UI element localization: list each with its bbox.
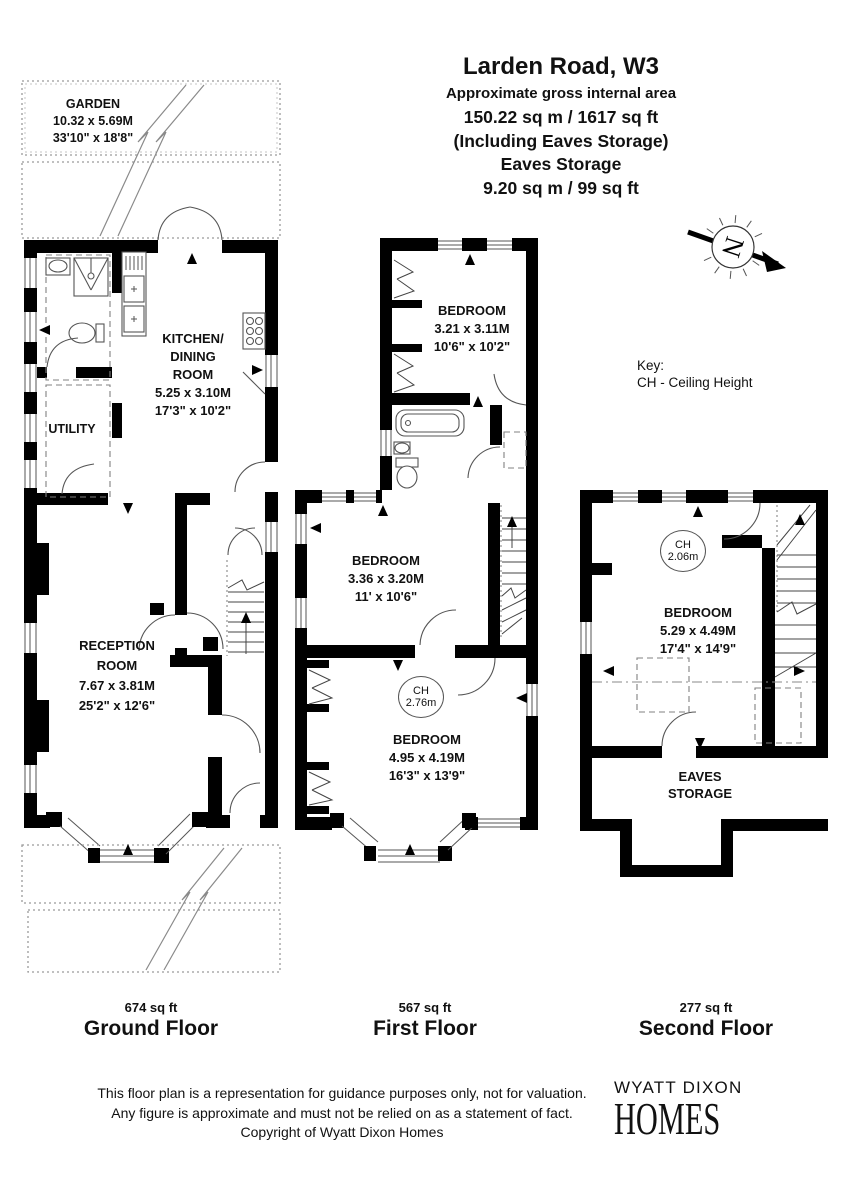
area-note: (Including Eaves Storage) — [453, 130, 669, 151]
area-total: 150.22 sq m / 1617 sq ft — [463, 107, 659, 127]
door-arc — [228, 528, 255, 555]
direction-arrow — [39, 325, 50, 335]
page-title: Larden Road, W3 — [462, 53, 660, 80]
skylight-dashed — [592, 658, 816, 743]
bay-window-ground — [46, 812, 208, 864]
bathroom-first — [392, 393, 502, 488]
room-label-bedroom4: BEDROOM 5.29 x 4.49M 17'4" x 14'9" — [659, 605, 737, 656]
staircase-second — [775, 505, 816, 677]
direction-arrow — [393, 660, 403, 671]
direction-arrow — [378, 505, 388, 516]
toilet-icon — [96, 324, 104, 342]
direction-arrow — [603, 666, 614, 676]
room-label-bedroom2: BEDROOM 3.36 x 3.20M 11' x 10'6" — [348, 553, 424, 604]
door-arc — [494, 374, 526, 405]
room-label-garden: GARDEN 10.32 x 5.69M 33'10" x 18'8" — [52, 97, 134, 145]
door-arc — [724, 503, 760, 539]
north-arrow-icon — [688, 215, 786, 279]
eaves-area: 9.20 sq m / 99 sq ft — [483, 177, 639, 198]
direction-arrow — [465, 254, 475, 265]
direction-arrow — [252, 365, 263, 375]
room-label-reception: RECEPTION ROOM 7.67 x 3.81M 25'2" x 12'6" — [78, 638, 156, 713]
disclaimer: This floor plan is a representation for guidance purposes only, not for valuation. Any figure is approximate and must not be relied on as a statement of fact. Copyright of Wyatt Dixon Homes — [97, 1085, 587, 1140]
door-arc — [230, 783, 260, 813]
door-arc — [235, 528, 262, 555]
room-label-utility: UTILITY — [48, 422, 96, 436]
staircase-first — [501, 505, 526, 640]
wardrobe — [392, 260, 422, 392]
door-arc — [190, 207, 222, 240]
door-arc — [468, 447, 500, 478]
door-arc — [222, 715, 260, 753]
door-arc — [47, 338, 78, 367]
chimney-breast — [37, 700, 49, 752]
agency-logo — [614, 1078, 754, 1144]
north-label: N — [715, 233, 751, 261]
title-block — [446, 52, 676, 200]
break-line — [164, 848, 242, 970]
direction-arrow — [516, 693, 527, 703]
ground-floor-plan — [22, 81, 280, 972]
room-label-eaves: EAVES STORAGE — [667, 769, 733, 801]
key-legend — [637, 358, 753, 391]
direction-arrow — [123, 503, 133, 514]
direction-arrow — [693, 506, 703, 517]
caption-first-floor: 567 sq ft First Floor — [373, 1000, 477, 1040]
key-entry: CH - Ceiling Height — [637, 374, 753, 390]
caption-ground-floor: 674 sq ft Ground Floor — [83, 1000, 219, 1040]
logo-line1: WYATT DIXON — [614, 1078, 743, 1097]
caption-second-floor: 277 sq ft Second Floor — [638, 1000, 774, 1040]
ceiling-height-badge: CH 2.06m — [660, 530, 706, 572]
wardrobe — [307, 660, 332, 814]
cupboard-dashed — [504, 432, 526, 468]
bay-window-first — [330, 813, 476, 864]
eaves-heading: Eaves Storage — [500, 154, 622, 174]
room-label-kitchen: KITCHEN/ DINING ROOM 5.25 x 3.10M 17'3" x 10'2" — [154, 331, 232, 418]
ground-walls — [24, 240, 278, 828]
door-arc — [62, 464, 94, 494]
door-arc — [420, 610, 456, 645]
title-subtitle: Approximate gross internal area — [445, 85, 677, 102]
door-arc — [662, 712, 696, 746]
break-line — [146, 848, 224, 970]
ceiling-height-badge: CH 2.76m — [398, 676, 444, 718]
logo-line2: HOMES — [614, 1093, 721, 1144]
door-arc — [235, 462, 265, 492]
direction-arrow — [187, 253, 197, 264]
utility-room — [46, 385, 110, 497]
room-label-bedroom1: BEDROOM 3.21 x 3.11M 10'6" x 10'2" — [433, 303, 511, 354]
door-arc — [458, 658, 495, 695]
chimney-breast — [37, 543, 49, 595]
direction-arrow — [473, 396, 483, 407]
front-garden-area — [22, 845, 280, 972]
staircase-ground — [227, 528, 264, 656]
bathroom-ground — [46, 255, 110, 380]
room-label-bedroom3: BEDROOM 4.95 x 4.19M 16'3" x 13'9" — [388, 732, 466, 783]
key-heading: Key: — [637, 358, 665, 373]
direction-arrow — [310, 523, 321, 533]
door-arc — [158, 207, 190, 240]
